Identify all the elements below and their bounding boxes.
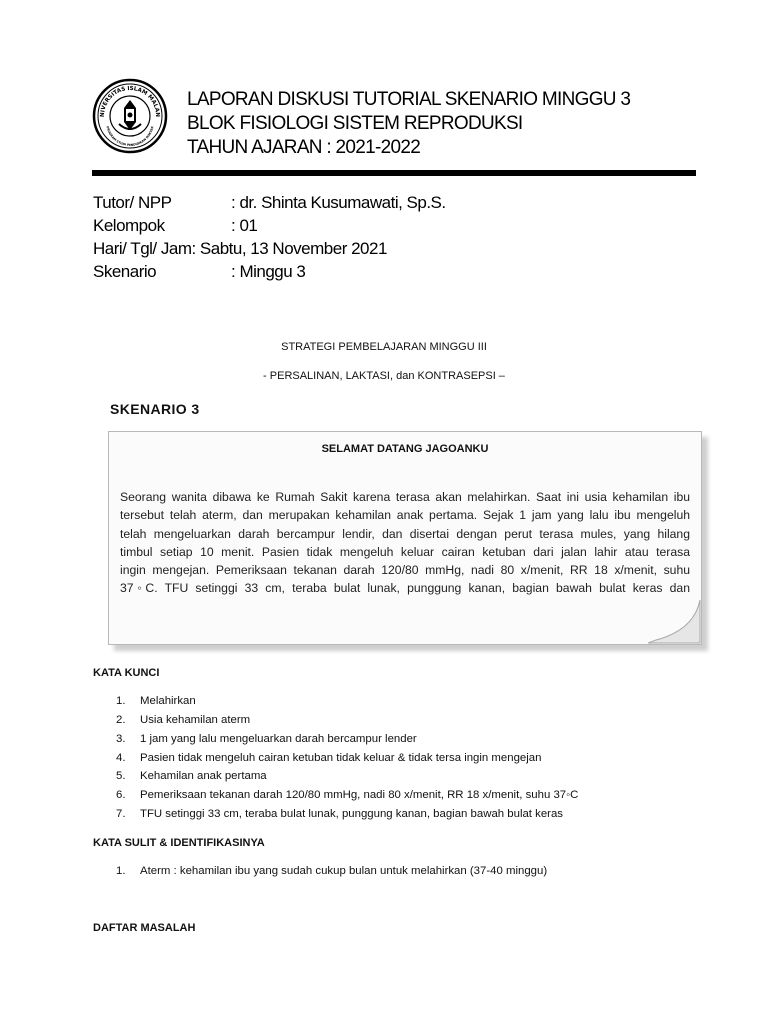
scenario-line: timbul setiap 10 menit. Pasien tidak mengeluh keluar cairan ketuban dari jalan lahir atau terasa xyxy=(120,544,690,559)
section-heading-kata-sulit: KATA SULIT & IDENTIFIKASINYA xyxy=(93,837,265,849)
scenario-line: ingin mengejan. Pemeriksaan tekanan darah 120/80 mmHg, nadi 80 x/menit, RR 18 x/menit, suhu xyxy=(120,563,690,578)
info-value: : dr. Shinta Kusumawati, Sp.S. xyxy=(231,193,446,212)
report-title-line-2: BLOK FISIOLOGI SISTEM REPRODUKSI xyxy=(187,113,523,134)
list-text: Usia kehamilan aterm xyxy=(140,714,251,726)
list-text: Melahirkan xyxy=(140,695,196,707)
university-logo xyxy=(92,78,168,154)
header-rule xyxy=(92,170,696,176)
info-row-skenario xyxy=(93,262,306,282)
info-row-tutor xyxy=(93,193,446,213)
info-value: : Minggu 3 xyxy=(231,262,306,281)
list-text: Pemeriksaan tekanan darah 120/80 mmHg, nadi 80 x/menit, RR 18 x/menit, suhu 37◦C xyxy=(140,789,579,801)
list-number: 4. xyxy=(116,752,126,764)
scenario-line: tersebut telah aterm, dan merupakan kehamilan anak pertama. Sejak 1 jam yang lalu ibu mengeluh xyxy=(120,508,690,523)
list-text: Kehamilan anak pertama xyxy=(140,770,267,782)
list-number: 3. xyxy=(116,733,126,745)
info-label: Kelompok xyxy=(93,216,165,235)
scenario-text xyxy=(120,488,690,598)
list-number: 1. xyxy=(116,695,126,707)
scenario-line: telah mengeluarkan darah bercampur lendir, dan disertai dengan perut terasa mules, yang hilang xyxy=(120,526,690,541)
list-number: 7. xyxy=(116,808,126,820)
skenario-label: SKENARIO 3 xyxy=(110,401,200,417)
list-text: Aterm : kehamilan ibu yang sudah cukup bulan untuk melahirkan (37-40 minggu) xyxy=(140,865,548,877)
report-title-line-1: LAPORAN DISKUSI TUTORIAL SKENARIO MINGGU 3 xyxy=(187,89,631,110)
list-number: 1. xyxy=(116,865,126,877)
logo-subtext: PROGRAM STUDI PENDIDIKAN DOKTER xyxy=(105,125,155,148)
list-number: 6. xyxy=(116,789,126,801)
scenario-line: Seorang wanita dibawa ke Rumah Sakit karena terasa akan melahirkan. Saat ini usia kehamilan ibu xyxy=(120,490,690,504)
report-title-line-3: TAHUN AJARAN : 2021-2022 xyxy=(187,137,421,158)
logo-text: NIVERSITAS ISLAM MALAN xyxy=(99,85,161,118)
list-number: 5. xyxy=(116,770,126,782)
info-value: : 01 xyxy=(231,216,258,235)
strategy-title: STRATEGI PEMBELAJARAN MINGGU III xyxy=(281,341,487,353)
info-label: Tutor/ NPP xyxy=(93,193,172,212)
list-text: 1 jam yang lalu mengeluarkan darah bercampur lender xyxy=(140,733,417,745)
info-label: Hari/ Tgl/ Jam: Sabtu, 13 November 2021 xyxy=(93,239,387,258)
scenario-box xyxy=(108,431,702,645)
section-heading-daftar-masalah: DAFTAR MASALAH xyxy=(93,922,196,934)
list-number: 2. xyxy=(116,714,126,726)
list-text: TFU setinggi 33 cm, teraba bulat lunak, punggung kanan, bagian bawah bulat keras xyxy=(140,808,563,820)
info-label: Skenario xyxy=(93,262,157,281)
strategy-subtitle: - PERSALINAN, LAKTASI, dan KONTRASEPSI – xyxy=(263,370,505,382)
scenario-line: 37◦C. TFU setinggi 33 cm, teraba bulat lunak, punggung kanan, bagian bawah bulat keras dan xyxy=(120,581,690,596)
info-row-date xyxy=(93,239,387,259)
list-text: Pasien tidak mengeluh cairan ketuban tidak keluar & tidak tersa ingin mengejan xyxy=(140,752,542,764)
info-row-kelompok xyxy=(93,216,258,236)
section-heading-kata-kunci: KATA KUNCI xyxy=(93,667,160,679)
scenario-title: SELAMAT DATANG JAGOANKU xyxy=(321,443,489,455)
page-curl-decoration xyxy=(648,600,708,650)
